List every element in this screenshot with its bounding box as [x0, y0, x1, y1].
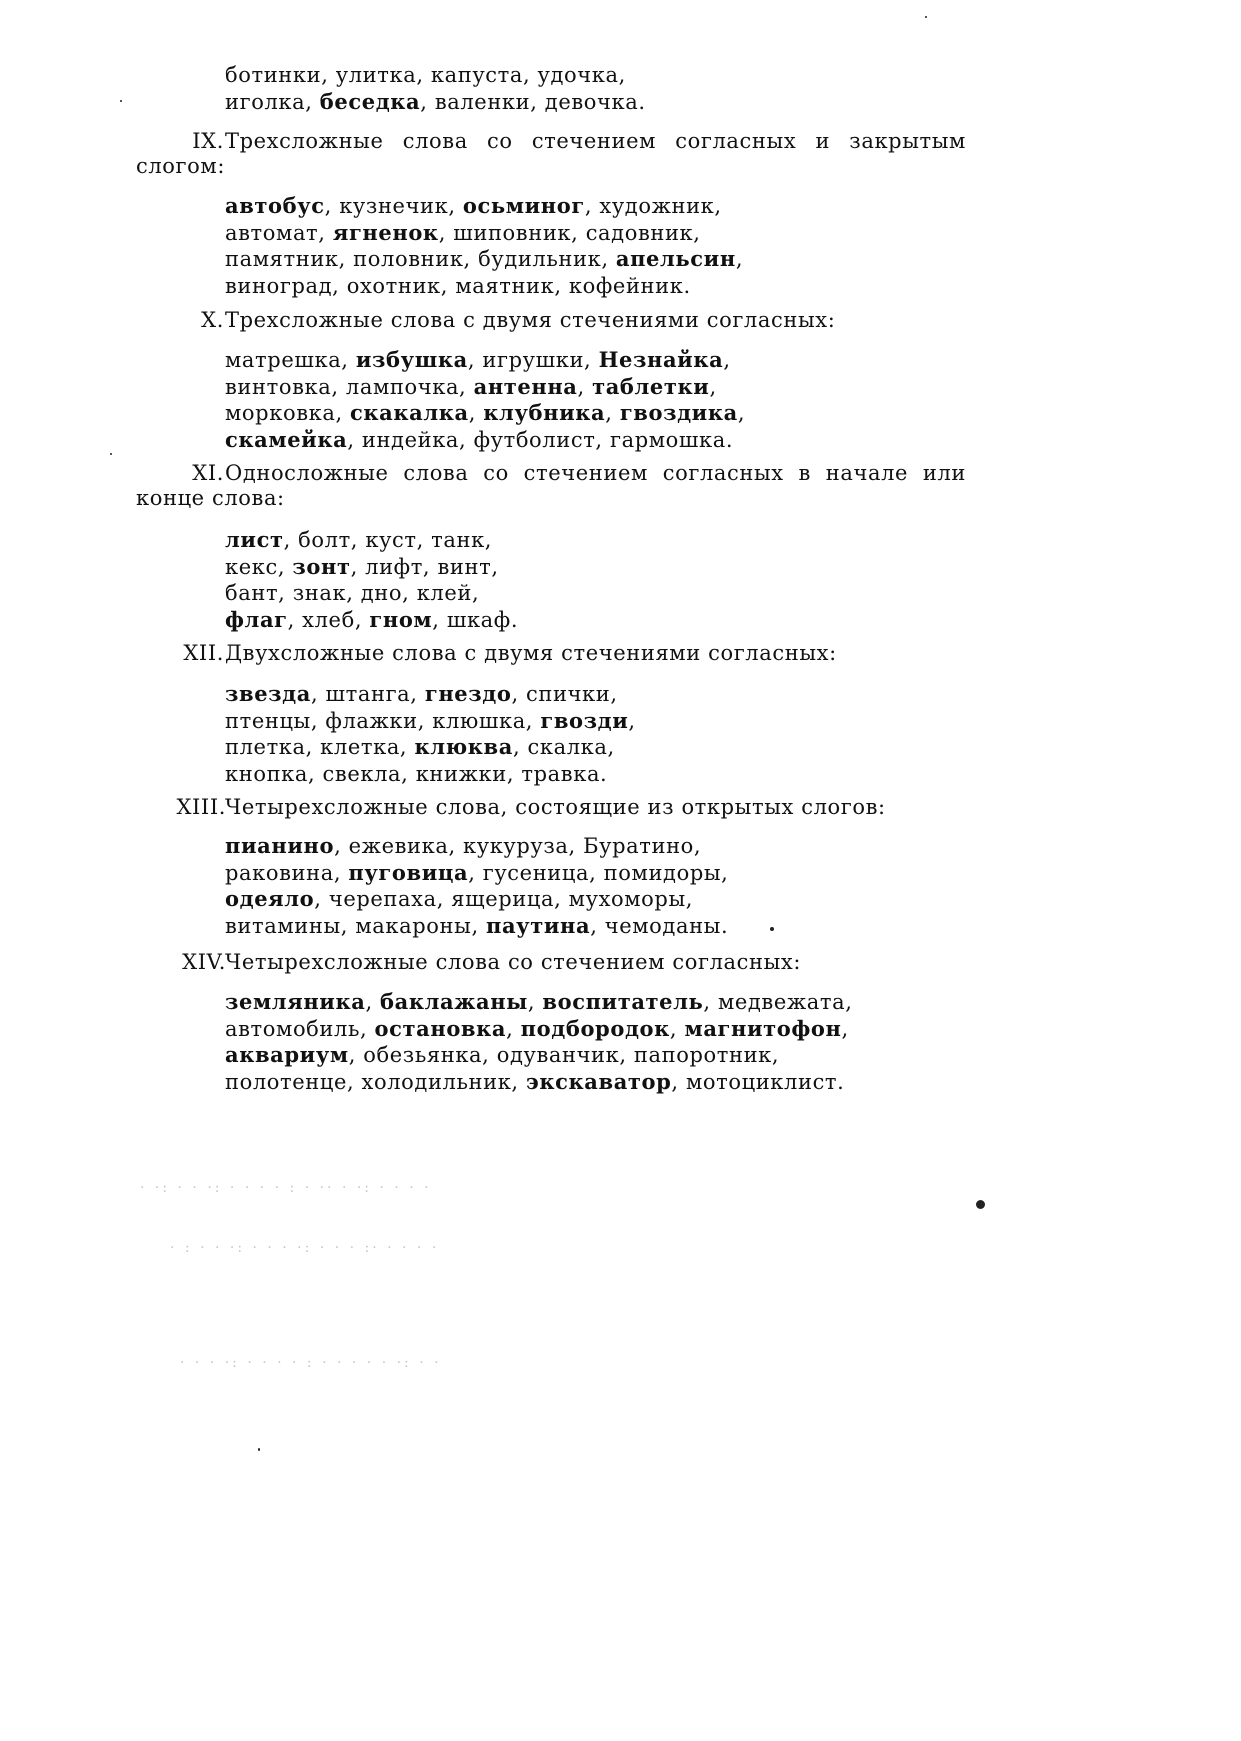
- word-text: ,: [737, 401, 746, 425]
- word-line: [225, 708, 985, 735]
- word-text: , индейка, футболист, гармошка.: [347, 427, 734, 452]
- word-line: [225, 681, 985, 708]
- word-text: , валенки, девочка.: [420, 89, 646, 114]
- bold-word: таблетки: [592, 373, 710, 399]
- section-title: Двухсложные слова с двумя стечениями согласных:: [225, 641, 837, 665]
- word-text: ,: [605, 401, 620, 425]
- word-text: кнопка, свекла, книжки, травка.: [225, 761, 608, 786]
- word-text: бант, знак, дно, клей,: [225, 581, 480, 605]
- word-text: , художник,: [584, 194, 722, 218]
- word-text: витамины, макароны,: [225, 913, 486, 938]
- word-text: , игрушки,: [467, 348, 599, 372]
- word-line: [225, 1069, 985, 1096]
- bold-word: автобус: [225, 193, 325, 218]
- word-text: ,: [709, 374, 717, 399]
- word-line: [225, 374, 985, 401]
- bold-word: апельсин: [615, 246, 736, 271]
- bold-word: клубника: [483, 400, 606, 425]
- word-text: плетка, клетка,: [225, 735, 415, 759]
- bold-word: лист: [225, 527, 284, 552]
- word-line: [225, 220, 985, 247]
- bold-word: пуговица: [348, 859, 469, 885]
- word-text: памятник, половник, будильник,: [225, 247, 616, 271]
- word-line: [225, 860, 985, 887]
- word-text: , шкаф.: [432, 607, 519, 632]
- bold-word: экскаватор: [526, 1068, 672, 1094]
- section-title: Четырехсложные слова со стечением согласных:: [225, 950, 802, 974]
- word-text: ,: [669, 1016, 685, 1041]
- section-heading-xi: [136, 461, 966, 511]
- word-text: ,: [527, 990, 543, 1014]
- bold-word: зонт: [292, 553, 351, 579]
- bold-word: земляника: [225, 989, 366, 1014]
- bold-word: беседка: [319, 88, 421, 114]
- section-heading-xiii: [136, 795, 966, 820]
- bold-word: гном: [369, 606, 433, 632]
- word-text: ботинки, улитка, капуста, удочка,: [225, 63, 626, 87]
- scan-noise: · · · ·: · · · · : · · · · · ·: · ·: [180, 1355, 442, 1371]
- word-line: [225, 1042, 985, 1069]
- word-line: [225, 246, 985, 273]
- word-text: ,: [468, 401, 484, 425]
- word-line: [225, 833, 985, 860]
- word-text: морковка,: [225, 401, 351, 425]
- section-number: XIII.: [176, 795, 226, 819]
- word-text: , гусеница, помидоры,: [468, 860, 729, 885]
- word-line: [225, 989, 985, 1016]
- word-line: [225, 400, 985, 427]
- scan-speck: [110, 453, 112, 455]
- word-line: [225, 886, 985, 913]
- section-title: Четырехсложные слова, состоящие из открытых слогов:: [225, 795, 886, 819]
- section-number: XI.: [192, 461, 224, 485]
- word-text: виноград, охотник, маятник, кофейник.: [225, 273, 691, 298]
- word-text: птенцы, флажки, клюшка,: [225, 708, 541, 733]
- word-text: ,: [628, 708, 636, 733]
- word-text: раковина,: [225, 860, 349, 885]
- word-line: [225, 273, 985, 300]
- word-text: кекс,: [225, 554, 293, 579]
- scan-noise: · ·: · · ·: · · · · : · ·· · ·: · · · ·: [140, 1180, 432, 1196]
- section-number: XIV.: [182, 950, 226, 974]
- word-text: , ежевика, кукуруза, Буратино,: [334, 834, 702, 858]
- word-text: матрешка,: [225, 348, 356, 372]
- bold-word: гвоздика: [619, 400, 738, 425]
- bold-word: магнитофон: [684, 1015, 842, 1041]
- bold-word: баклажаны: [380, 989, 528, 1014]
- section-number: IX.: [192, 129, 224, 153]
- section-heading-xii: [136, 641, 966, 666]
- word-text: полотенце, холодильник,: [225, 1069, 526, 1094]
- word-list-xiii: [225, 833, 985, 939]
- bold-word: воспитатель: [542, 989, 704, 1014]
- word-line: [225, 607, 985, 634]
- bold-word: скамейка: [225, 426, 348, 452]
- word-line: [225, 734, 985, 761]
- word-text: , спички,: [511, 682, 618, 706]
- word-text: винтовка, лампочка,: [225, 374, 474, 399]
- bold-word: паутина: [486, 912, 591, 938]
- word-text: ,: [735, 247, 744, 271]
- section-title: Односложные слова со стечением согласных в начале или конце слова:: [136, 461, 966, 510]
- word-text: автомат,: [225, 220, 333, 245]
- word-line: [225, 193, 985, 220]
- word-text: , хлеб,: [287, 607, 370, 632]
- word-list-xiv: [225, 989, 985, 1095]
- section-title: Трехсложные слова с двумя стечениями согласных:: [225, 308, 836, 332]
- bold-word: избушка: [355, 347, 468, 372]
- word-list-xi: [225, 527, 985, 633]
- bold-word: осьминог: [462, 193, 585, 218]
- word-text: , скалка,: [512, 735, 615, 759]
- word-text: ,: [841, 1016, 849, 1041]
- word-text: , черепаха, ящерица, мухоморы,: [314, 887, 694, 911]
- word-line: [225, 580, 985, 607]
- bold-word: флаг: [225, 606, 288, 632]
- word-text: , чемоданы.: [590, 913, 729, 938]
- scan-noise: · : · · ·: · · · ·: · · · :· · · · ·: [170, 1240, 440, 1256]
- word-text: иголка,: [225, 89, 320, 114]
- scan-speck: [258, 1448, 260, 1451]
- scan-speck: [120, 100, 122, 102]
- section-number: X.: [201, 308, 224, 332]
- word-text: ,: [577, 374, 593, 399]
- scan-speck: [770, 927, 774, 931]
- word-list-xii: [225, 681, 985, 787]
- bold-word: гвозди: [540, 707, 629, 733]
- section-heading-x: [136, 308, 966, 333]
- word-text: ,: [365, 990, 381, 1014]
- word-line: [225, 89, 985, 116]
- word-text: , кузнечик,: [324, 194, 463, 218]
- word-text: , мотоциклист.: [671, 1069, 845, 1094]
- top-word-list: [225, 62, 985, 115]
- word-text: , медвежата,: [703, 990, 853, 1014]
- word-text: ,: [506, 1016, 521, 1041]
- word-line: [225, 347, 985, 374]
- bold-word: гнездо: [424, 681, 512, 706]
- bold-word: ягненок: [332, 219, 439, 245]
- bold-word: звезда: [225, 681, 311, 706]
- scan-speck: [925, 16, 927, 18]
- word-text: ,: [723, 348, 731, 372]
- word-text: , лифт, винт,: [350, 554, 499, 579]
- bold-word: скакалка: [350, 400, 469, 425]
- section-heading-ix: [136, 129, 966, 179]
- word-line: [225, 527, 985, 554]
- word-line: [225, 427, 985, 454]
- scan-speck: [976, 1200, 985, 1209]
- word-line: [225, 62, 985, 89]
- word-text: автомобиль,: [225, 1016, 375, 1041]
- word-line: [225, 554, 985, 581]
- word-line: [225, 761, 985, 788]
- word-list-ix: [225, 193, 985, 299]
- word-text: , обезьянка, одуванчик, папоротник,: [348, 1043, 780, 1067]
- bold-word: одеяло: [225, 886, 315, 911]
- bold-word: пианино: [225, 833, 335, 858]
- bold-word: аквариум: [225, 1042, 349, 1067]
- word-text: , шиповник, садовник,: [438, 220, 701, 245]
- word-list-x: [225, 347, 985, 453]
- bold-word: подбородок: [520, 1015, 670, 1041]
- word-line: [225, 913, 985, 940]
- section-title: Трехсложные слова со стечением согласных и закрытым слогом:: [136, 129, 966, 178]
- section-number: XII.: [183, 641, 224, 665]
- bold-word: остановка: [374, 1015, 507, 1041]
- bold-word: Незнайка: [598, 347, 724, 372]
- word-text: , болт, куст, танк,: [283, 528, 493, 552]
- word-line: [225, 1016, 985, 1043]
- word-text: , штанга,: [310, 682, 425, 706]
- bold-word: антенна: [473, 373, 578, 399]
- bold-word: клюква: [414, 734, 513, 759]
- section-heading-xiv: [136, 950, 966, 975]
